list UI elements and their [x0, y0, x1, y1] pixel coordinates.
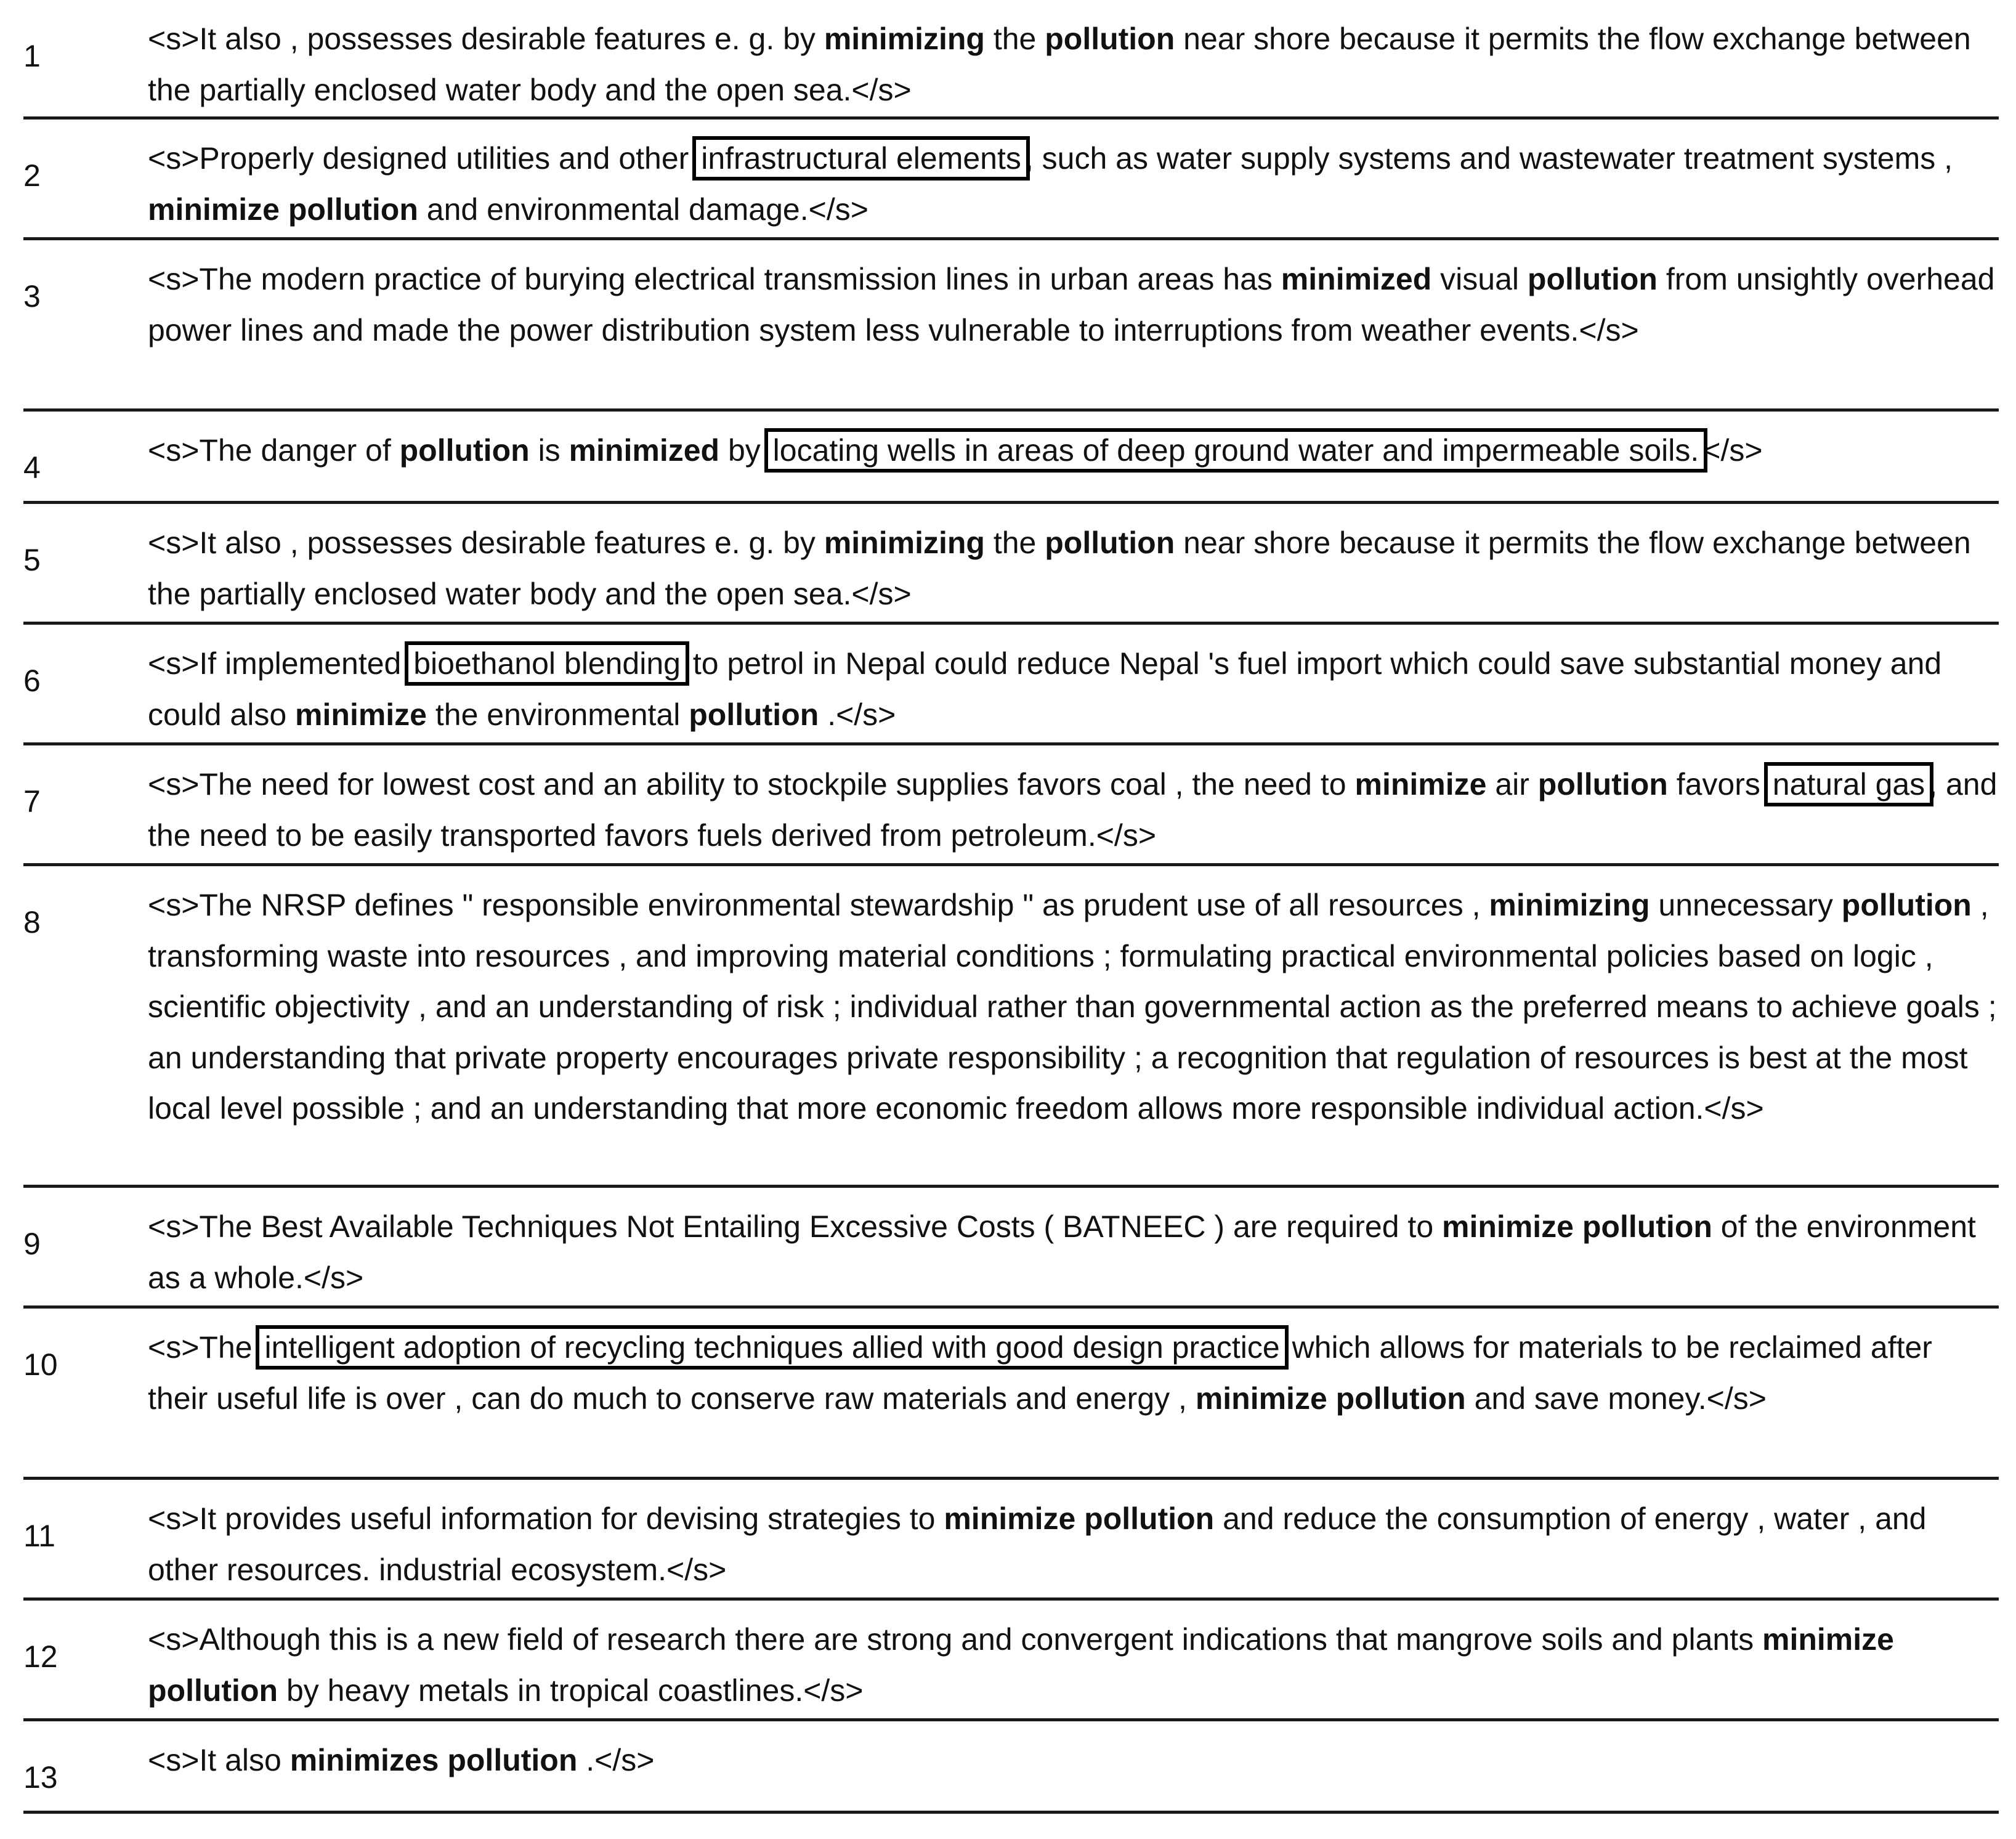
sentence-text	[148, 880, 1999, 1134]
sentence-segment: <s>The Best Available Techniques Not Entailing Excessive Costs ( BATNEEC ) are required to	[148, 1209, 1443, 1244]
sentence-segment: <s>It also , possesses desirable features e. g. by	[148, 22, 824, 56]
table-row	[23, 504, 1999, 625]
sentence-segment: favors	[1667, 767, 1769, 802]
sentence-segment: <s>It also	[148, 1743, 290, 1777]
keyword-bold: minimize pollution	[1442, 1209, 1712, 1244]
sentence-segment: and environmental damage.</s>	[418, 192, 868, 227]
sentence-segment: .</s>	[577, 1743, 655, 1777]
sentence-segment: , and the need to be easily transported favors fuels derived from petroleum.</s>	[148, 767, 1998, 853]
sentence-text	[148, 518, 1999, 619]
keyword-bold: pollution	[689, 697, 819, 732]
sentence-text	[148, 133, 1999, 235]
sentence-segment: <s>The danger of	[148, 433, 400, 468]
sentence-segment: <s>The NRSP defines " responsible environmental stewardship " as prudent use of all resources ,	[148, 888, 1489, 922]
keyword-bold: minimized	[569, 433, 720, 468]
sentence-segment: near shore because it permits the flow exchange between the partially enclosed water body and the open sea.</s>	[148, 526, 1971, 611]
sentence-segment: </s>	[1702, 433, 1763, 468]
keyword-bold: minimized	[1281, 262, 1432, 296]
keyword-bold: pollution	[399, 433, 530, 468]
highlighted-phrase: bioethanol blending	[410, 646, 684, 681]
table-row	[23, 1721, 1999, 1814]
row-number: 6	[23, 664, 41, 698]
sentence-segment: the	[984, 22, 1045, 56]
row-number: 9	[23, 1227, 41, 1261]
sentence-text	[148, 1322, 1999, 1424]
table-row	[23, 1309, 1999, 1480]
sentence-segment: and reduce the consumption of energy , water , and other resources. industrial ecosystem.</s>	[148, 1501, 1927, 1587]
table-row	[23, 412, 1999, 504]
sentence-text	[148, 1493, 1999, 1595]
keyword-bold: minimize	[1354, 767, 1487, 802]
sentence-segment: near shore because it permits the flow exchange between the partially enclosed water body and the open sea.</s>	[148, 22, 1971, 107]
row-number: 13	[23, 1760, 58, 1795]
table-row	[23, 1480, 1999, 1601]
row-number: 12	[23, 1639, 58, 1674]
sentence-segment: <s>The need for lowest cost and an ability to stockpile supplies favors coal , the need to	[148, 767, 1355, 802]
sentence-segment: visual	[1431, 262, 1528, 296]
highlighted-phrase: infrastructural elements	[697, 141, 1025, 176]
sentence-text	[148, 1614, 1999, 1716]
sentence-segment: , transforming waste into resources , and improving material conditions ; formulating practical environmental policies based on logic , scientific objectivity , and an understanding of risk ; individual rather than governmental action as the preferred means to achieve goals ; an understanding that private property encourages private responsibility ; a recognition that regulation of resources is best at the most local level possible ; and an understanding that more economic freedom allows more responsible individual action.</s>	[148, 888, 1997, 1126]
sentence-segment: .</s>	[819, 697, 896, 732]
sentence-text	[148, 14, 1999, 115]
keyword-bold: minimizing	[824, 526, 985, 560]
sentence-text	[148, 1735, 1999, 1786]
keyword-bold: minimize pollution	[944, 1501, 1215, 1536]
keyword-bold: minimizing	[824, 22, 985, 56]
sentence-segment: air	[1486, 767, 1538, 802]
keyword-bold: minimize pollution	[148, 1622, 1894, 1708]
sentence-text	[148, 425, 1999, 476]
keyword-bold: pollution	[1841, 888, 1972, 922]
keyword-bold: minimizes pollution	[289, 1743, 578, 1777]
sentence-segment: to petrol in Nepal could reduce Nepal 's fuel import which could save substantial money and could also	[148, 646, 1942, 732]
keyword-bold: minimize pollution	[1195, 1381, 1466, 1416]
table-row	[23, 0, 1999, 120]
row-number: 8	[23, 905, 41, 940]
sentence-text	[148, 254, 1999, 355]
sentence-segment: <s>It provides useful information for devising strategies to	[148, 1501, 944, 1536]
sentence-segment: from unsightly overhead power lines and made the power distribution system less vulnerable to interruptions from weather events.</s>	[148, 262, 1995, 347]
row-number: 11	[23, 1519, 55, 1553]
sentence-segment: <s>The modern practice of burying electrical transmission lines in urban areas has	[148, 262, 1281, 296]
sentence-segment: <s>If implemented	[148, 646, 410, 681]
sentence-segment: <s>The	[148, 1330, 261, 1365]
table-row	[23, 866, 1999, 1188]
table-row	[23, 625, 1999, 745]
sentence-segment: of the environment as a whole.</s>	[148, 1209, 1976, 1295]
sentence-text	[148, 759, 1999, 861]
table-row	[23, 1601, 1999, 1721]
highlighted-phrase: natural gas	[1769, 767, 1929, 802]
table-row	[23, 120, 1999, 240]
highlighted-phrase: intelligent adoption of recycling techniques allied with good design practice	[261, 1330, 1283, 1365]
sentence-segment: by	[719, 433, 769, 468]
table-row	[23, 745, 1999, 866]
sentence-segment: by heavy metals in tropical coastlines.</s>	[278, 1673, 864, 1708]
row-number: 5	[23, 543, 41, 577]
sentence-table	[23, 0, 1999, 1814]
table-row	[23, 1188, 1999, 1309]
keyword-bold: minimize	[295, 697, 427, 732]
keyword-bold: pollution	[1045, 22, 1175, 56]
row-number: 1	[23, 39, 41, 73]
sentence-segment: the	[984, 526, 1045, 560]
keyword-bold: minimize pollution	[148, 192, 418, 227]
sentence-segment: unnecessary	[1650, 888, 1842, 922]
sentence-segment: and save money.</s>	[1465, 1381, 1767, 1416]
sentence-segment: is	[529, 433, 569, 468]
keyword-bold: pollution	[1045, 526, 1175, 560]
sentence-text	[148, 638, 1999, 740]
highlighted-phrase: locating wells in areas of deep ground water and impermeable soils.	[769, 433, 1703, 468]
sentence-segment: the environmental	[427, 697, 689, 732]
row-number: 7	[23, 784, 41, 819]
sentence-segment: which allows for materials to be reclaimed after their useful life is over , can do much to conserve raw materials and energy ,	[148, 1330, 1932, 1416]
keyword-bold: pollution	[1537, 767, 1668, 802]
keyword-bold: pollution	[1527, 262, 1658, 296]
row-number: 4	[23, 450, 41, 485]
row-number: 3	[23, 279, 41, 314]
sentence-text	[148, 1201, 1999, 1303]
table-row	[23, 240, 1999, 412]
sentence-segment: , such as water supply systems and wastewater treatment systems ,	[1024, 141, 1953, 176]
sentence-segment: <s>Properly designed utilities and other	[148, 141, 698, 176]
sentence-segment: <s>Although this is a new field of research there are strong and convergent indications that mangrove soils and plants	[148, 1622, 1762, 1657]
row-number: 2	[23, 158, 41, 193]
sentence-segment: <s>It also , possesses desirable features e. g. by	[148, 526, 824, 560]
keyword-bold: minimizing	[1489, 888, 1650, 922]
row-number: 10	[23, 1347, 58, 1382]
